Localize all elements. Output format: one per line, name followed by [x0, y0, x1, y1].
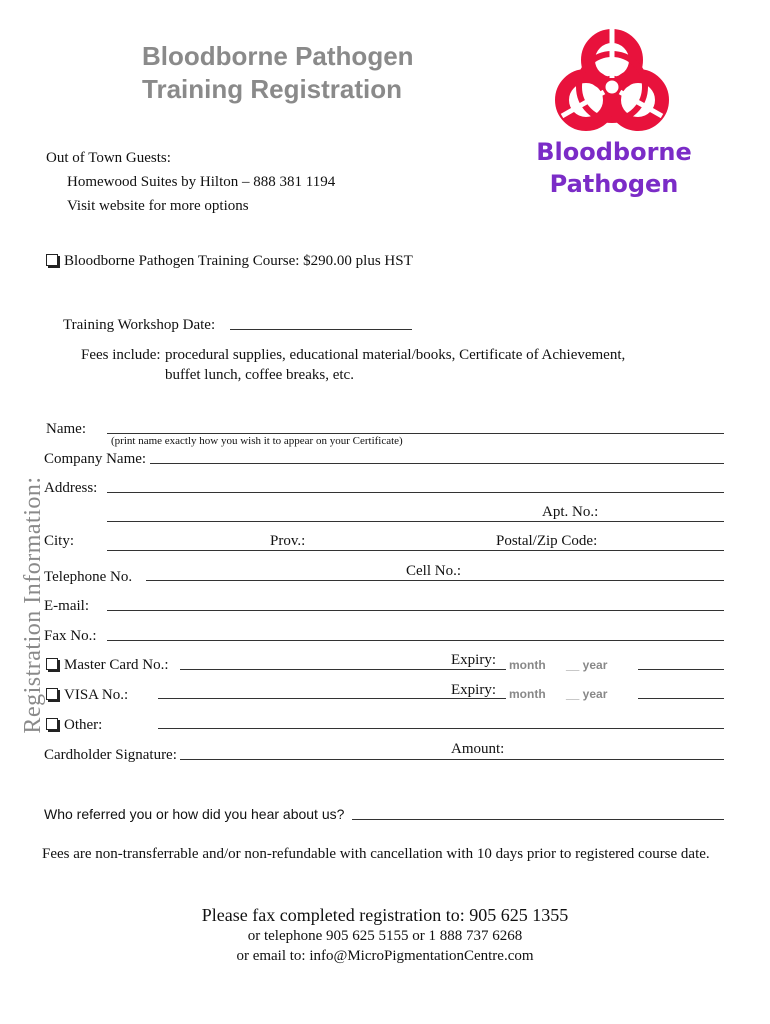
mastercard-checkbox[interactable] [46, 658, 58, 670]
mastercard-label: Master Card No.: [64, 657, 169, 673]
name-label: Name: [46, 421, 86, 437]
mastercard-extra-field[interactable] [638, 669, 724, 670]
fees-label: Fees include: [81, 347, 161, 363]
visa-expiry-label: Expiry: [451, 682, 496, 698]
fees-line-1: procedural supplies, educational material/books, Certificate of Achievement, [165, 347, 626, 363]
mastercard-option[interactable] [46, 657, 169, 674]
course-option[interactable] [46, 253, 413, 270]
visa-label: VISA No.: [64, 687, 129, 703]
policy-text: Fees are non-transferrable and/or non-refundable with cancellation with 10 days prior to registered course date. [42, 846, 710, 862]
title-line-2: Training Registration [142, 74, 403, 104]
contact-email: or email to: info@MicroPigmentationCentre.com [236, 948, 534, 964]
company-label: Company Name: [44, 451, 147, 467]
cell-label: Cell No.: [406, 563, 461, 579]
fax-label: Fax No.: [44, 628, 97, 644]
other-checkbox[interactable] [46, 718, 58, 730]
postal-label: Postal/Zip Code: [496, 533, 598, 549]
logo-text-line-2: Pathogen [549, 170, 679, 198]
address-field[interactable] [107, 492, 724, 493]
city-label: City: [44, 533, 75, 549]
visa-expiry-month[interactable]: month [509, 687, 546, 701]
other-label: Other: [64, 717, 103, 733]
address-line-2-field[interactable] [107, 521, 724, 522]
referral-question: Who referred you or how did you hear about us? [44, 806, 345, 822]
course-label: Bloodborne Pathogen Training Course: $290.00 plus HST [64, 253, 413, 269]
mastercard-expiry-year[interactable]: __ year [566, 658, 608, 672]
apt-label: Apt. No.: [542, 504, 599, 520]
visa-extra-field[interactable] [638, 698, 724, 699]
workshop-date-field[interactable] [230, 329, 412, 330]
city-prov-postal-field[interactable] [107, 550, 724, 551]
mastercard-number-field[interactable] [180, 669, 506, 670]
contact-fax: Please fax completed registration to: 905 625 1355 [201, 905, 569, 925]
name-hint: (print name exactly how you wish it to appear on your Certificate) [111, 435, 403, 447]
fax-field[interactable] [107, 640, 724, 641]
other-field[interactable] [158, 728, 724, 729]
visa-checkbox[interactable] [46, 688, 58, 700]
logo-text-line-1: Bloodborne [536, 138, 692, 166]
biohazard-icon [524, 20, 700, 136]
registration-side-label: Registration Information: [20, 476, 46, 734]
referral-field[interactable] [352, 819, 724, 820]
contact-phone: or telephone 905 625 5155 or 1 888 737 6268 [247, 928, 523, 944]
address-label: Address: [44, 480, 98, 496]
email-label: E-mail: [44, 598, 89, 614]
company-field[interactable] [150, 463, 724, 464]
visa-expiry-year[interactable]: __ year [566, 687, 608, 701]
guests-heading: Out of Town Guests: [46, 150, 171, 166]
workshop-date-label: Training Workshop Date: [63, 317, 216, 333]
guests-hotel: Homewood Suites by Hilton – 888 381 1194 [67, 174, 336, 190]
visa-option[interactable] [46, 687, 128, 704]
guests-website: Visit website for more options [67, 198, 249, 214]
email-field[interactable] [107, 610, 724, 611]
signature-amount-field[interactable] [180, 759, 724, 760]
signature-label: Cardholder Signature: [44, 747, 177, 763]
telephone-cell-field[interactable] [146, 580, 724, 581]
mastercard-expiry-label: Expiry: [451, 652, 496, 668]
prov-label: Prov.: [270, 533, 306, 549]
course-checkbox[interactable] [46, 254, 58, 266]
mastercard-expiry-month[interactable]: month [509, 658, 546, 672]
name-field[interactable] [107, 433, 724, 434]
fees-line-2: buffet lunch, coffee breaks, etc. [165, 367, 354, 383]
other-option[interactable] [46, 717, 102, 734]
amount-label: Amount: [451, 741, 505, 757]
title-line-1: Bloodborne Pathogen [142, 41, 414, 71]
page-title [142, 40, 414, 106]
logo-text [528, 136, 700, 200]
telephone-label: Telephone No. [44, 569, 133, 585]
